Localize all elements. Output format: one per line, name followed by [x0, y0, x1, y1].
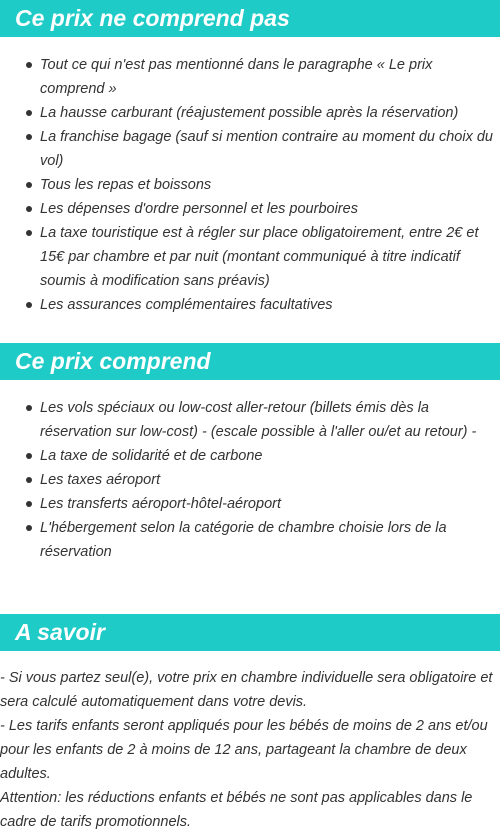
included-section-header	[0, 343, 500, 380]
list-item-text: Les transferts aéroport-hôtel-aéroport	[40, 496, 281, 512]
list-item-text: Tout ce qui n'est pas mentionné dans le paragraphe « Le prix comprend »	[40, 57, 433, 97]
list-item-text: La hausse carburant (réajustement possible après la réservation)	[40, 105, 459, 121]
bullet-icon	[26, 501, 32, 507]
list-item	[0, 101, 500, 125]
info-text-block	[0, 666, 500, 834]
list-item	[0, 396, 500, 444]
info-section-header	[0, 614, 500, 651]
included-list	[0, 396, 500, 564]
list-item	[0, 173, 500, 197]
list-item	[0, 444, 500, 468]
list-item	[0, 293, 500, 317]
list-item-text: Tous les repas et boissons	[40, 177, 212, 193]
list-item-text: La taxe de solidarité et de carbone	[40, 448, 263, 464]
included-section-title: Ce prix comprend	[15, 348, 211, 374]
excluded-section-header	[0, 0, 500, 37]
bullet-icon	[26, 302, 32, 308]
list-item	[0, 492, 500, 516]
bullet-icon	[26, 110, 32, 116]
list-item-text: Les taxes aéroport	[40, 472, 161, 488]
info-paragraph: - Si vous partez seul(e), votre prix en chambre individuelle sera obligatoire et sera calculé automatiquement dans votre devis.	[0, 670, 493, 710]
list-item	[0, 53, 500, 101]
info-section-title: A savoir	[15, 619, 105, 645]
list-item-text: Les vols spéciaux ou low-cost aller-retour (billets émis dès la réservation sur low-cost) - (escale possible à l'aller ou/et au retour) -	[40, 400, 477, 440]
info-paragraph: Attention: les réductions enfants et bébés ne sont pas applicables dans le cadre de tarifs promotionnels.	[0, 790, 473, 830]
list-item	[0, 516, 500, 564]
list-item-text: Les assurances complémentaires facultatives	[40, 297, 333, 313]
bullet-icon	[26, 134, 32, 140]
list-item-text: Les dépenses d'ordre personnel et les pourboires	[40, 201, 358, 217]
bullet-icon	[26, 525, 32, 531]
excluded-list	[0, 53, 500, 317]
bullet-icon	[26, 62, 32, 68]
bullet-icon	[26, 405, 32, 411]
list-item-text: La taxe touristique est à régler sur place obligatoirement, entre 2€ et 15€ par chambre et par nuit (montant communiqué à titre indicatif soumis à modification sans préavis)	[40, 225, 479, 289]
list-item	[0, 468, 500, 492]
list-item-text: La franchise bagage (sauf si mention contraire au moment du choix du vol)	[40, 129, 493, 169]
bullet-icon	[26, 453, 32, 459]
list-item-text: L'hébergement selon la catégorie de chambre choisie lors de la réservation	[40, 520, 447, 560]
bullet-icon	[26, 206, 32, 212]
bullet-icon	[26, 230, 32, 236]
info-paragraph: - Les tarifs enfants seront appliqués pour les bébés de moins de 2 ans et/ou pour les enfants de 2 à moins de 12 ans, partageant la chambre de deux adultes.	[0, 718, 488, 782]
list-item	[0, 221, 500, 293]
bullet-icon	[26, 182, 32, 188]
list-item	[0, 197, 500, 221]
bullet-icon	[26, 477, 32, 483]
excluded-section-title: Ce prix ne comprend pas	[15, 5, 290, 31]
list-item	[0, 125, 500, 173]
